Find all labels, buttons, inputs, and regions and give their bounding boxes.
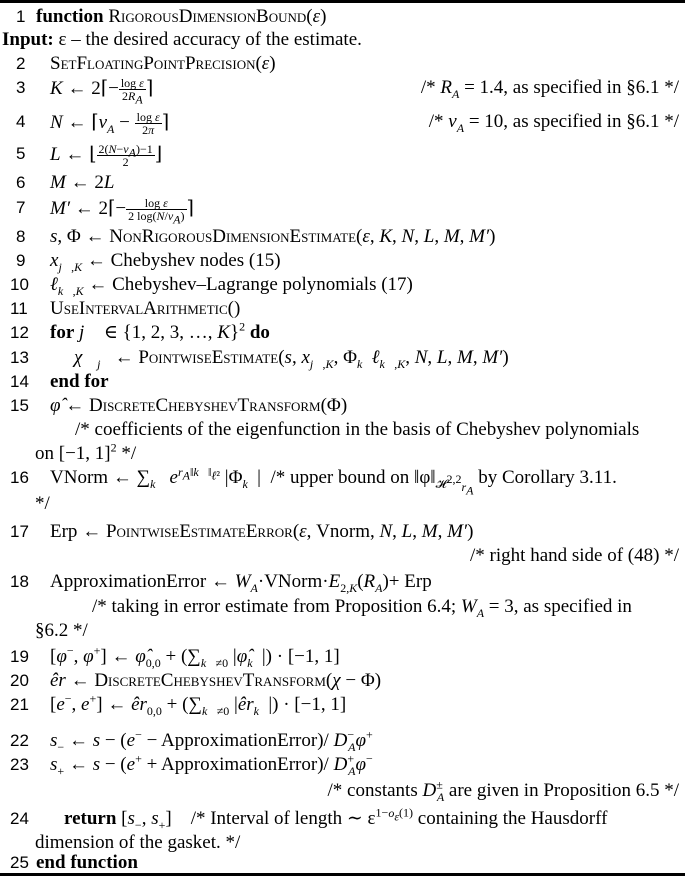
procedure-call: NonRigorousDimensionEstimate xyxy=(109,226,357,247)
procedure-call: SetFloatingPointPrecision xyxy=(50,53,256,74)
line-number: 25 xyxy=(10,853,29,872)
line-number: 1 xyxy=(16,7,26,26)
line-number: 5 xyxy=(16,144,26,163)
line-number: 10 xyxy=(10,275,29,294)
input-description: ε – the desired accuracy of the estimate. xyxy=(58,29,362,50)
procedure-call: DiscreteChebyshevTransform xyxy=(89,395,321,416)
keyword-function: function xyxy=(36,6,104,27)
line-number: 9 xyxy=(16,251,26,270)
line-number: 16 xyxy=(10,468,29,487)
line-number: 7 xyxy=(16,198,26,217)
procedure-name: RigorousDimensionBound xyxy=(108,6,307,27)
line-number: 20 xyxy=(10,671,29,690)
line-number: 12 xyxy=(10,323,29,342)
input-label: Input: xyxy=(2,29,54,50)
line-number: 2 xyxy=(16,54,26,73)
procedure-call: PointwiseEstimate xyxy=(138,347,279,368)
procedure-call: DiscreteChebyshevTransform xyxy=(94,670,326,691)
line-number: 8 xyxy=(16,227,26,246)
line-number: 18 xyxy=(10,572,29,591)
top-rule xyxy=(0,0,685,3)
line-number: 11 xyxy=(10,299,28,318)
line-number: 13 xyxy=(10,348,29,367)
keyword-end-function: end function xyxy=(36,852,138,873)
line-number: 19 xyxy=(10,647,29,666)
line-number: 22 xyxy=(10,731,29,750)
line-number: 6 xyxy=(16,173,26,192)
procedure-call: UseIntervalArithmetic xyxy=(50,298,228,319)
line-number: 15 xyxy=(10,396,29,415)
line-number: 23 xyxy=(10,755,29,774)
line-number: 17 xyxy=(10,522,29,541)
line-number: 3 xyxy=(16,78,26,97)
procedure-call: PointwiseEstimateError xyxy=(105,521,293,542)
line-number: 21 xyxy=(10,695,29,714)
comment: /* $R_A = 1.4$, as specified in §6.1 */ xyxy=(420,77,679,101)
line-number: 4 xyxy=(16,112,26,131)
line-number: 14 xyxy=(10,372,29,391)
comment: /* $\nu_A = 10$, as specified in §6.1 */ xyxy=(428,111,679,135)
line-number: 24 xyxy=(10,809,29,828)
